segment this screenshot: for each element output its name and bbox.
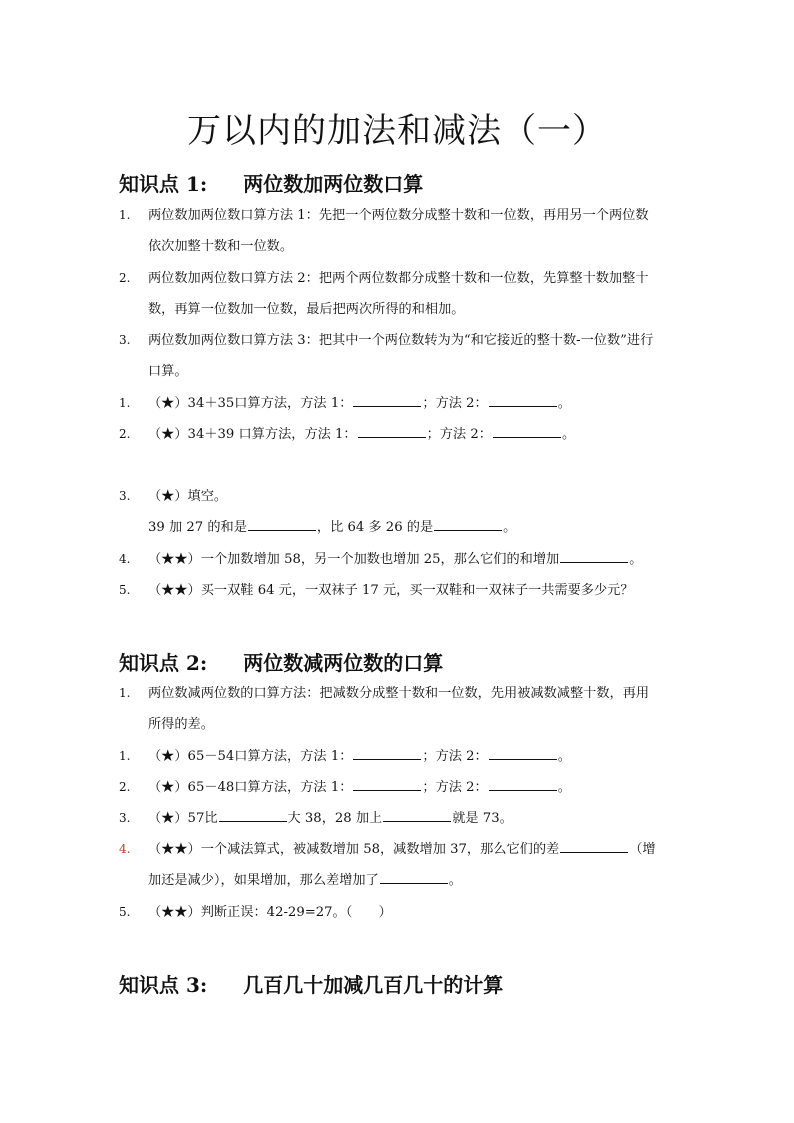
section-3-heading [119,969,503,998]
item-text-continued: 依次加整十数和一位数。 [148,239,294,254]
exercise-text: ；方法 2： [422,396,488,411]
item-number: 3. [119,489,131,503]
method-item [119,200,679,262]
answer-blank[interactable] [353,405,421,407]
exercise-text: （★★）一个减法算式，被减数增加 58，减数增加 37，那么它们的差 [148,842,560,857]
section-heading-number: 知识点 2: [119,651,208,675]
item-number: 4. [119,552,131,566]
section-heading-text: 两位数减两位数的口算 [243,651,444,675]
item-number: 4. [119,842,131,856]
section-heading-text: 两位数加两位数口算 [243,172,424,196]
exercise-text: （增 [629,842,656,857]
exercise-text: （★）65－54口算方法，方法 1： [148,749,353,764]
exercise-text: （★）57比 [148,811,218,826]
method-item [119,678,679,740]
method-item [119,325,679,387]
answer-blank[interactable] [219,820,287,822]
item-number: 1. [119,396,131,410]
answer-blank[interactable] [380,882,448,884]
exercise-item [119,772,679,803]
exercise-text: ；方法 2： [426,427,492,442]
exercise-text: ，比 64 多 26 的是 [316,520,434,535]
answer-blank[interactable] [489,789,557,791]
section-heading-text: 几百几十加减几百几十的计算 [243,973,504,997]
exercise-item [119,575,679,606]
exercise-text: 。 [557,749,571,764]
exercise-item [119,419,679,450]
item-number: 5. [119,905,131,919]
exercise-text: （★★）一个加数增加 58，另一个加数也增加 25，那么它们的和增加 [148,552,560,567]
answer-blank[interactable] [493,436,561,438]
exercise-text: 。 [561,427,576,442]
exercise-text: 。 [557,780,571,795]
item-number: 1. [119,208,131,222]
answer-blank[interactable] [434,529,502,531]
answer-blank[interactable] [560,851,628,853]
exercise-item [119,388,679,419]
method-item [119,263,679,325]
item-text-continued: 数，再算一位数加一位数，最后把两次所得的和相加。 [148,302,465,317]
exercise-text: （★）填空。 [148,489,228,504]
item-number: 3. [119,333,131,347]
exercise-text: 。 [557,396,571,411]
exercise-text: 。 [629,552,643,567]
answer-blank[interactable] [248,529,316,531]
exercise-text: ；方法 2： [422,749,488,764]
exercise-item [119,544,679,575]
exercise-text: （★）34＋35口算方法，方法 1： [148,396,353,411]
item-text: 两位数加两位数口算方法 2：把两个两位数都分成整十数和一位数，先算整十数加整十 [148,271,649,286]
item-text: 两位数加两位数口算方法 1：先把一个两位数分成整十数和一位数，再用另一个两位数 [148,208,649,223]
exercise-text: 大 38，28 加上 [287,811,383,826]
exercise-text: 加还是减少），如果增加，那么差增加了 [148,873,379,888]
item-text: 两位数减两位数的口算方法：把减数分成整十数和一位数，先用被减数减整十数，再用 [148,686,650,701]
section-heading-number: 知识点 1: [119,172,208,196]
item-number: 1. [119,686,131,700]
item-number: 1. [119,749,131,763]
item-text-continued: 所得的差。 [148,717,214,732]
answer-blank[interactable] [489,758,557,760]
answer-blank[interactable] [358,436,426,438]
answer-blank[interactable] [489,405,557,407]
item-number: 3. [119,811,131,825]
exercise-item [119,834,679,896]
exercise-item [119,803,679,834]
exercise-text: （★）65－48口算方法，方法 1： [148,780,353,795]
exercise-text: （★）34＋39 口算方法，方法 1： [148,427,357,442]
answer-blank[interactable] [353,789,421,791]
answer-blank[interactable] [560,561,628,563]
item-text-continued: 口算。 [148,364,188,379]
item-text: 两位数加两位数口算方法 3：把其中一个两位数转为为“和它接近的整十数-一位数”进行 [148,333,654,348]
exercise-text: 就是 73。 [452,811,513,826]
exercise-text: ；方法 2： [422,780,488,795]
exercise-text: 39 加 27 的和是 [148,520,247,535]
section-2-heading [119,647,443,676]
exercise-text: 。 [503,520,517,535]
page-title: 万以内的加法和减法（一） [187,111,607,151]
exercise-text: （★★）判断正误：42-29=27。（ ） [148,905,392,920]
section-1-heading [119,168,423,197]
exercise-item [119,741,679,772]
answer-blank[interactable] [383,820,451,822]
exercise-text: （★★）买一双鞋 64 元，一双袜子 17 元，买一双鞋和一双袜子一共需要多少元？ [148,583,634,598]
item-number: 5. [119,583,131,597]
exercise-text: 。 [448,873,462,888]
answer-blank[interactable] [353,758,421,760]
exercise-item [119,481,679,543]
section-heading-number: 知识点 3: [119,973,208,997]
exercise-item [119,897,679,928]
item-number: 2. [119,780,131,794]
item-number: 2. [119,427,131,441]
item-number: 2. [119,271,131,285]
